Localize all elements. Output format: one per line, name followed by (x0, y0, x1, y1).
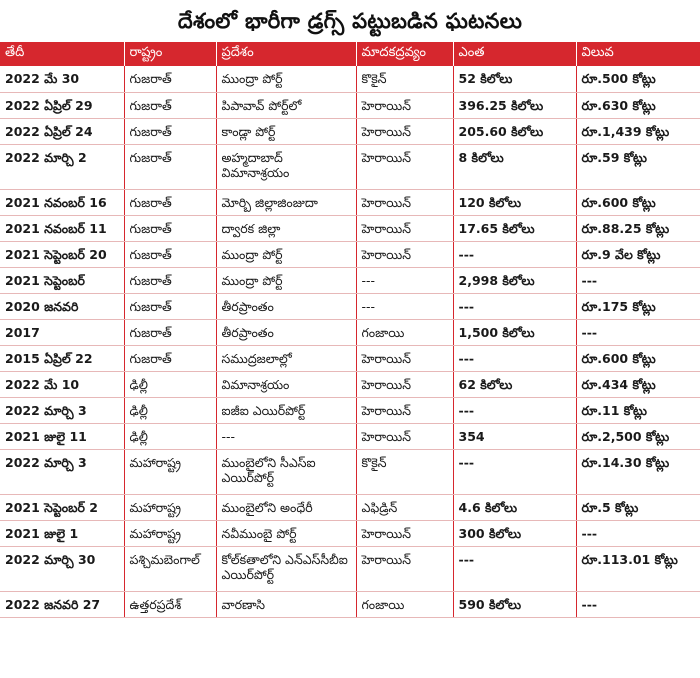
place-cell: ఐజీఐ ఎయిర్‌పోర్ట్ (216, 397, 356, 423)
place-cell: పిపావావ్ పోర్ట్‌లో (216, 92, 356, 118)
date-cell: 2022 మే 30 (0, 66, 124, 92)
drug-cell: కొకైన్ (356, 449, 453, 494)
place-cell: నవీముంబై పోర్ట్ (216, 520, 356, 546)
value-cell: రూ.600 కోట్లు (576, 345, 700, 371)
table-body (0, 66, 700, 617)
date-cell: 2021 నవంబర్ 11 (0, 215, 124, 241)
drug-cell: హెరాయిన్ (356, 215, 453, 241)
date-cell: 2022 జనవరి 27 (0, 591, 124, 617)
drug-cell: ఎఫిడ్రిన్ (356, 494, 453, 520)
state-cell: గుజరాత్ (124, 144, 216, 189)
quantity-cell: --- (453, 449, 576, 494)
date-cell: 2022 ఏప్రిల్ 24 (0, 118, 124, 144)
place-cell: సముద్రజలాల్లో (216, 345, 356, 371)
quantity-cell: 8 కిలోలు (453, 144, 576, 189)
date-cell: 2022 మార్చి 2 (0, 144, 124, 189)
quantity-cell: --- (453, 397, 576, 423)
value-cell: --- (576, 319, 700, 345)
quantity-cell: --- (453, 293, 576, 319)
state-cell: ఉత్తరప్రదేశ్ (124, 591, 216, 617)
table-row (0, 319, 700, 345)
place-cell: కాండ్లా పోర్ట్ (216, 118, 356, 144)
place-cell: ముంబైలోని సీఎస్ఐ ఎయిర్‌పోర్ట్ (216, 449, 356, 494)
date-cell: 2017 (0, 319, 124, 345)
state-cell: గుజరాత్ (124, 267, 216, 293)
place-cell: కోల్‌కతాలోని ఎన్‌ఎస్‌సీబీఐ ఎయిర్‌పోర్ట్ (216, 546, 356, 591)
column-header-value: విలువ (576, 42, 700, 66)
table-row (0, 371, 700, 397)
quantity-cell: 354 (453, 423, 576, 449)
state-cell: గుజరాత్ (124, 215, 216, 241)
date-cell: 2021 నవంబర్ 16 (0, 189, 124, 215)
place-cell: అహ్మదాబాద్ విమానాశ్రయం (216, 144, 356, 189)
value-cell: రూ.5 కోట్లు (576, 494, 700, 520)
drug-cell: హెరాయిన్ (356, 241, 453, 267)
place-cell: ముంద్రా పోర్ట్ (216, 241, 356, 267)
quantity-cell: 2,998 కిలోలు (453, 267, 576, 293)
state-cell: గుజరాత్ (124, 118, 216, 144)
column-header-date: తేదీ (0, 42, 124, 66)
date-cell: 2015 ఏప్రిల్ 22 (0, 345, 124, 371)
state-cell: గుజరాత్ (124, 189, 216, 215)
state-cell: గుజరాత్ (124, 92, 216, 118)
place-cell: వారణాసి (216, 591, 356, 617)
seizure-table (0, 42, 700, 618)
value-cell: --- (576, 520, 700, 546)
value-cell: రూ.500 కోట్లు (576, 66, 700, 92)
state-cell: గుజరాత్ (124, 319, 216, 345)
drug-cell: --- (356, 267, 453, 293)
table-row (0, 92, 700, 118)
drug-cell: హెరాయిన్ (356, 371, 453, 397)
table-row (0, 449, 700, 494)
column-header-drug: మాదకద్రవ్యం (356, 42, 453, 66)
value-cell: రూ.1,439 కోట్లు (576, 118, 700, 144)
quantity-cell: 17.65 కిలోలు (453, 215, 576, 241)
state-cell: గుజరాత్ (124, 241, 216, 267)
place-cell: మోర్బి జిల్లాజింజుదా (216, 189, 356, 215)
quantity-cell: 205.60 కిలోలు (453, 118, 576, 144)
value-cell: --- (576, 267, 700, 293)
value-cell: రూ.11 కోట్లు (576, 397, 700, 423)
drug-cell: హెరాయిన్ (356, 546, 453, 591)
column-header-place: ప్రదేశం (216, 42, 356, 66)
quantity-cell: --- (453, 546, 576, 591)
value-cell: రూ.600 కోట్లు (576, 189, 700, 215)
table-row (0, 215, 700, 241)
state-cell: గుజరాత్ (124, 66, 216, 92)
drug-cell: హెరాయిన్ (356, 520, 453, 546)
place-cell: --- (216, 423, 356, 449)
table-row (0, 345, 700, 371)
quantity-cell: 52 కిలోలు (453, 66, 576, 92)
quantity-cell: 120 కిలోలు (453, 189, 576, 215)
date-cell: 2021 సెప్టెంబర్ 2 (0, 494, 124, 520)
table-row (0, 293, 700, 319)
value-cell: రూ.59 కోట్లు (576, 144, 700, 189)
date-cell: 2022 ఏప్రిల్ 29 (0, 92, 124, 118)
table-row (0, 144, 700, 189)
place-cell: ముంద్రా పోర్ట్ (216, 267, 356, 293)
drug-cell: గంజాయి (356, 591, 453, 617)
state-cell: పశ్చిమబెంగాల్ (124, 546, 216, 591)
drug-cell: హెరాయిన్ (356, 92, 453, 118)
date-cell: 2022 మార్చి 30 (0, 546, 124, 591)
quantity-cell: --- (453, 345, 576, 371)
table-row (0, 591, 700, 617)
table-row (0, 520, 700, 546)
quantity-cell: 4.6 కిలోలు (453, 494, 576, 520)
quantity-cell: 1,500 కిలోలు (453, 319, 576, 345)
value-cell: రూ.2,500 కోట్లు (576, 423, 700, 449)
state-cell: ఢిల్లీ (124, 371, 216, 397)
value-cell: --- (576, 591, 700, 617)
drug-cell: హెరాయిన్ (356, 189, 453, 215)
place-cell: ద్వారక జిల్లా (216, 215, 356, 241)
value-cell: రూ.434 కోట్లు (576, 371, 700, 397)
drug-cell: హెరాయిన్ (356, 345, 453, 371)
page-title: దేశంలో భారీగా డ్రగ్స్ పట్టుబడిన ఘటనలు (177, 9, 523, 33)
table-row (0, 397, 700, 423)
date-cell: 2021 జులై 11 (0, 423, 124, 449)
state-cell: మహారాష్ట్ర (124, 494, 216, 520)
table-row (0, 494, 700, 520)
date-cell: 2022 మే 10 (0, 371, 124, 397)
quantity-cell: 62 కిలోలు (453, 371, 576, 397)
drug-cell: హెరాయిన్ (356, 118, 453, 144)
state-cell: మహారాష్ట్ర (124, 449, 216, 494)
drug-cell: హెరాయిన్ (356, 144, 453, 189)
table-row (0, 546, 700, 591)
date-cell: 2022 మార్చి 3 (0, 449, 124, 494)
table-row (0, 267, 700, 293)
quantity-cell: --- (453, 241, 576, 267)
place-cell: తీరప్రాంతం (216, 293, 356, 319)
drug-cell: కొకైన్ (356, 66, 453, 92)
place-cell: ముంద్రా పోర్ట్ (216, 66, 356, 92)
table-row (0, 118, 700, 144)
state-cell: ఢిల్లీ (124, 397, 216, 423)
state-cell: గుజరాత్ (124, 293, 216, 319)
table-row (0, 241, 700, 267)
table-row (0, 189, 700, 215)
table-row (0, 423, 700, 449)
date-cell: 2021 జులై 1 (0, 520, 124, 546)
state-cell: ఢిల్లీ (124, 423, 216, 449)
date-cell: 2022 మార్చి 3 (0, 397, 124, 423)
state-cell: మహారాష్ట్ర (124, 520, 216, 546)
column-header-quantity: ఎంత (453, 42, 576, 66)
date-cell: 2020 జనవరి (0, 293, 124, 319)
drug-cell: హెరాయిన్ (356, 397, 453, 423)
drug-cell: --- (356, 293, 453, 319)
date-cell: 2021 సెప్టెంబర్ 20 (0, 241, 124, 267)
value-cell: రూ.88.25 కోట్లు (576, 215, 700, 241)
value-cell: రూ.9 వేల కోట్లు (576, 241, 700, 267)
drug-cell: గంజాయి (356, 319, 453, 345)
value-cell: రూ.14.30 కోట్లు (576, 449, 700, 494)
drug-cell: హెరాయిన్ (356, 423, 453, 449)
value-cell: రూ.175 కోట్లు (576, 293, 700, 319)
quantity-cell: 396.25 కిలోలు (453, 92, 576, 118)
state-cell: గుజరాత్ (124, 345, 216, 371)
quantity-cell: 590 కిలోలు (453, 591, 576, 617)
quantity-cell: 300 కిలోలు (453, 520, 576, 546)
place-cell: ముంబైలోని అంధేరీ (216, 494, 356, 520)
value-cell: రూ.113.01 కోట్లు (576, 546, 700, 591)
column-header-state: రాష్ట్రం (124, 42, 216, 66)
value-cell: రూ.630 కోట్లు (576, 92, 700, 118)
place-cell: తీరప్రాంతం (216, 319, 356, 345)
table-row (0, 66, 700, 92)
place-cell: విమానాశ్రయం (216, 371, 356, 397)
date-cell: 2021 సెప్టెంబర్ (0, 267, 124, 293)
table-header-row (0, 42, 700, 66)
